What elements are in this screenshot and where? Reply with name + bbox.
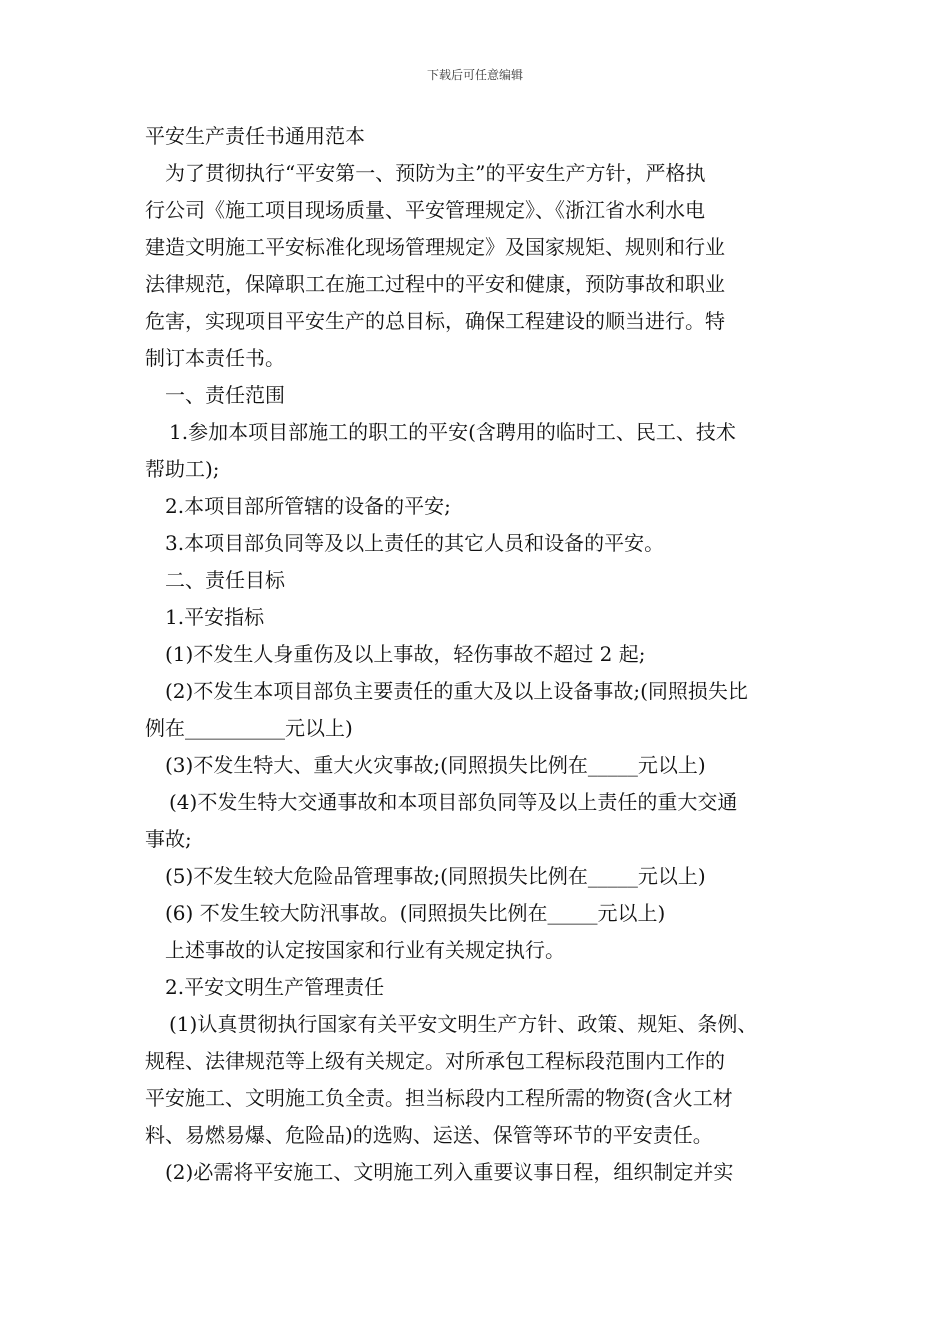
list-item <box>145 1154 815 1191</box>
note-line: 上述事故的认定按国家和行业有关规定执行。 <box>165 938 565 962</box>
list-item-line: (1)不发生人身重伤及以上事故，轻伤事故不超过 2 起; <box>165 642 646 666</box>
list-item-line: (2)必需将平安施工、文明施工列入重要议事日程，组织制定并实 <box>165 1160 734 1184</box>
list-item <box>145 895 815 932</box>
list-item <box>145 636 815 673</box>
list-item-line: 平安施工、文明施工负全责。担当标段内工程所需的物资(含火工材 <box>145 1086 733 1110</box>
list-item-line: (5)不发生较大危险品管理事故;(同照损失比例在_____元以上) <box>165 864 706 888</box>
list-item <box>145 858 815 895</box>
intro-paragraph <box>145 155 815 377</box>
document-title: 平安生产责任书通用范本 <box>145 124 365 148</box>
list-item-line: 料、易燃易爆、危险品)的选购、运送、保管等环节的平安责任。 <box>145 1123 713 1147</box>
list-item-line: (3)不发生特大、重大火灾事故;(同照损失比例在_____元以上) <box>165 753 706 777</box>
section-heading: 一、责任范围 <box>165 383 285 407</box>
list-item <box>145 747 815 784</box>
list-item-line: 1.参加本项目部施工的职工的平安(含聘用的临时工、民工、技术 <box>169 420 736 444</box>
list-item-line: (2)不发生本项目部负主要责任的重大及以上设备事故;(同照损失比 <box>165 679 748 703</box>
list-item-line: (1)认真贯彻执行国家有关平安文明生产方针、政策、规矩、条例、 <box>169 1012 758 1036</box>
subsection-heading: 1.平安指标 <box>165 605 265 629</box>
list-item-line: 例在__________元以上) <box>145 716 353 740</box>
list-item-line: (6) 不发生较大防汛事故。(同照损失比例在_____元以上) <box>165 901 666 925</box>
list-item-line: (4)不发生特大交通事故和本项目部负同等及以上责任的重大交通 <box>169 790 738 814</box>
intro-line: 为了贯彻执行“平安第一、预防为主”的平安生产方针，严格执 <box>165 161 706 185</box>
section-heading: 二、责任目标 <box>165 568 285 592</box>
intro-line: 危害，实现项目平安生产的总目标，确保工程建设的顺当进行。特 <box>145 309 725 333</box>
intro-line: 制订本责任书。 <box>145 346 285 370</box>
subsection-heading: 2.平安文明生产管理责任 <box>165 975 385 999</box>
list-item <box>145 784 815 858</box>
list-item-line: 帮助工); <box>145 457 220 481</box>
list-item <box>145 673 815 747</box>
list-item-line: 规程、法律规范等上级有关规定。对所承包工程标段范围内工作的 <box>145 1049 725 1073</box>
list-item <box>145 414 815 488</box>
header-note: 下载后可任意编辑 <box>426 68 523 82</box>
intro-line: 法律规范，保障职工在施工过程中的平安和健康，预防事故和职业 <box>145 272 725 296</box>
intro-line: 建造文明施工平安标准化现场管理规定》及国家规矩、规则和行业 <box>145 235 725 259</box>
list-item-line: 事故; <box>145 827 192 851</box>
intro-line: 行公司《施工项目现场质量、平安管理规定》、《浙江省水利水电 <box>145 198 705 222</box>
document-body <box>145 118 815 1191</box>
list-item-line: 2.本项目部所管辖的设备的平安; <box>165 494 451 518</box>
list-item <box>145 525 815 562</box>
list-item-line: 3.本项目部负同等及以上责任的其它人员和设备的平安。 <box>165 531 665 555</box>
list-item <box>145 488 815 525</box>
list-item <box>145 1006 815 1154</box>
